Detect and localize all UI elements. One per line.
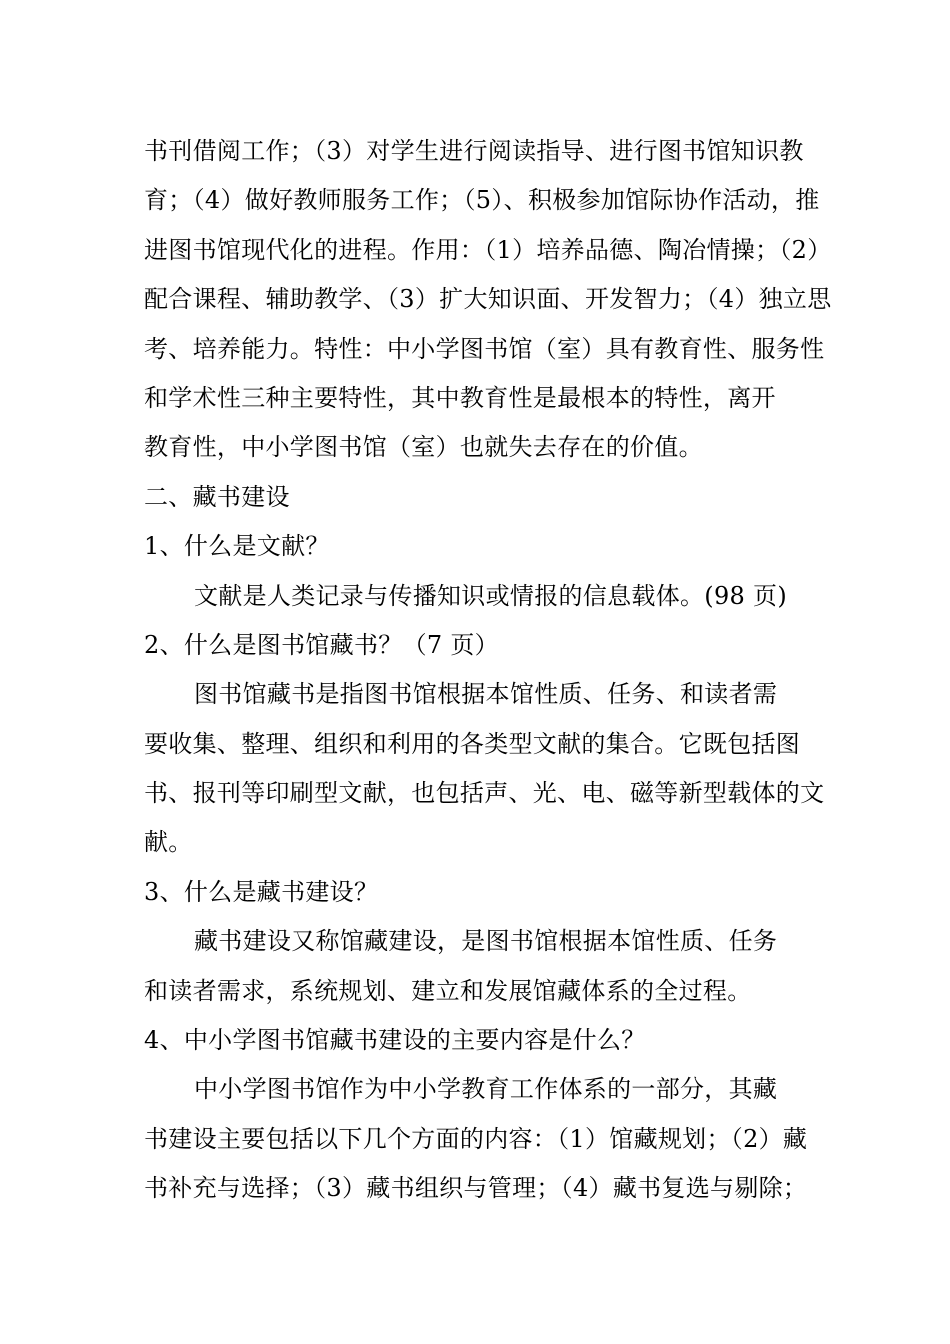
text-line: 教育性，中小学图书馆（室）也就失去存在的价值。	[144, 433, 703, 462]
question-heading: 2、什么是图书馆藏书？（7 页）	[144, 630, 499, 659]
text-line: 考、培养能力。特性：中小学图书馆（室）具有教育性、服务性	[144, 334, 825, 363]
answer-text: 中小学图书馆作为中小学教育工作体系的一部分，其藏	[194, 1075, 778, 1104]
text-line: 配合课程、辅助教学、（3）扩大知识面、开发智力；（4）独立思	[144, 285, 832, 314]
text-line: 书刊借阅工作；（3）对学生进行阅读指导、进行图书馆知识教	[144, 137, 804, 165]
answer-text: 文献是人类记录与传播知识或情报的信息载体。(98 页)	[194, 581, 787, 610]
text-line: 和读者需求，系统规划、建立和发展馆藏体系的全过程。	[144, 976, 752, 1005]
text-line: 书建设主要包括以下几个方面的内容：（1）馆藏规划；（2）藏	[144, 1124, 808, 1153]
text-line: 和学术性三种主要特性，其中教育性是最根本的特性，离开	[144, 383, 776, 412]
text-line: 献。	[144, 828, 193, 857]
text-line: 育；（4）做好教师服务工作；（5）、积极参加馆际协作活动，推	[144, 186, 820, 215]
text-line: 进图书馆现代化的进程。作用：（1）培养品德、陶冶情操；（2）	[144, 235, 832, 264]
question-heading: 4、中小学图书馆藏书建设的主要内容是什么？	[144, 1026, 646, 1055]
body-text	[144, 127, 832, 1214]
text-line: 要收集、整理、组织和利用的各类型文献的集合。它既包括图	[144, 729, 801, 758]
answer-text: 图书馆藏书是指图书馆根据本馆性质、任务、和读者需	[194, 680, 778, 709]
question-heading: 3、什么是藏书建设？	[144, 877, 379, 906]
section-heading: 二、藏书建设	[144, 482, 290, 511]
text-line: 书补充与选择；（3）藏书组织与管理；（4）藏书复选与剔除；	[144, 1174, 808, 1203]
question-heading: 1、什么是文献？	[144, 532, 330, 561]
text-line: 书、报刊等印刷型文献，也包括声、光、电、磁等新型载体的文	[144, 779, 825, 808]
answer-text: 藏书建设又称馆藏建设，是图书馆根据本馆性质、任务	[194, 927, 778, 956]
